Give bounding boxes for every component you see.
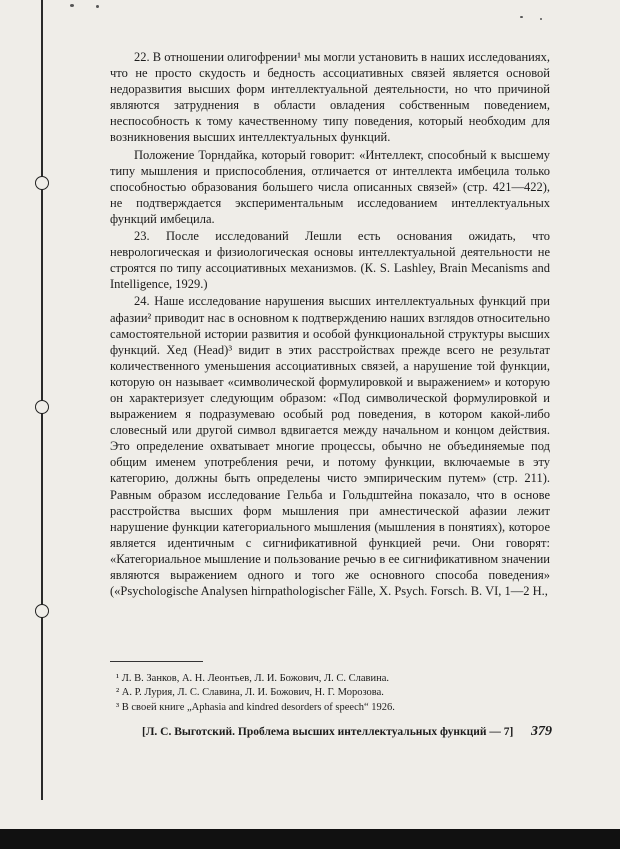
scan-speck bbox=[70, 4, 74, 7]
footnote-1: ¹ Л. В. Занков, А. Н. Леонтьев, Л. И. Божович, Л. С. Славина. bbox=[116, 673, 390, 684]
paragraph-22: 22. В отношении олигофрении¹ мы могли установить в наших исследованиях, что не просто скудость и бедность ассоциативных связей является основой недоразвития высших форм интеллектуальной деятельности, но что причиной являются затруднения в области овладения собственным поведением, неспособность к тому качественному типу поведения, который необходим для возникновения высших интеллектуальных функций. bbox=[110, 50, 550, 145]
scan-speck bbox=[520, 16, 523, 18]
binding-hole-mark bbox=[35, 604, 49, 618]
footnote-2: ² А. Р. Лурия, Л. С. Славина, Л. И. Божович, Н. Г. Морозова. bbox=[116, 687, 384, 699]
paragraph-thorndike: Положение Торндайка, который говорит: «Интеллект, способный к высшему типу мышления и приспособления, отличается от интеллекта имбецила только способностью образования большего числа описанных связей» (стр. 421—422), не подтверждается экспериментальным исследованием интеллектуальных функций имбецила. bbox=[110, 147, 550, 226]
scan-border-bottom bbox=[0, 829, 620, 849]
paragraph-24: 24. Наше исследование нарушения высших интеллектуальных функций при афазии² приводит нас в основном к подтверждению наших взглядов относительно самостоятельной истории развития и особой функциональной структуры высших функций. Хед (Head)³ видит в этих расстройствах прежде всего не результат количественного уменьшения ассоциативных связей, а нарушение той функции, которую он называет «символической формулировкой и выражением» и которую он характеризует следующим образом: «Под символической формулировкой и выражением я подразумеваю особый род поведения, в котором какой-либо словесный или другой символ вдвигается между начальном и концом действия. Это определение охватывает многие процессы, обычно не объединяемые под общим именем употребления речи, и потому функции, включаемые в эту категорию, должны быть определены чисто эмпирическим путем» (стр. 211). Равным образом исследование Гельба и Гольдштейна показало, что в основе расстройства высших форм мышления при амнестической афазии лежит нарушение функции категориального мышления (мышления в понятиях), которое является идентичным с сигнификативной функцией речи. Они говорят: «Категориальное мышление и пользование речью в ее сигнификативном значении являются выражением одного и того же основного способа поведения» («Psychologische Analysen hirnpathologischer Fälle, X. Psych. Forsch. B. VI, 1—2 H., bbox=[110, 294, 550, 599]
footnote-divider bbox=[110, 661, 203, 662]
scan-speck bbox=[540, 18, 542, 20]
footnotes bbox=[116, 672, 536, 715]
page-number: 379 bbox=[531, 724, 552, 739]
signature-credit: [Л. С. Выготский. Проблема высших интеллектуальных функций — 7] bbox=[142, 726, 514, 738]
scan-speck bbox=[96, 5, 99, 8]
page-footer bbox=[142, 724, 552, 740]
footnote-3: ³ В своей книге „Aphasia and kindred desorders of speech“ 1926. bbox=[116, 701, 395, 713]
paragraph-23: 23. После исследований Лешли есть основания ожидать, что неврологическая и физиологическая основы интеллектуальной деятельности не строятся по типу ассоциативных механизмов. (К. S. Lashley, Brain Mecanisms and Intelligence, 1929.) bbox=[110, 229, 550, 292]
binding-hole-mark bbox=[35, 176, 49, 190]
body-text bbox=[110, 49, 550, 599]
binding-hole-mark bbox=[35, 400, 49, 414]
